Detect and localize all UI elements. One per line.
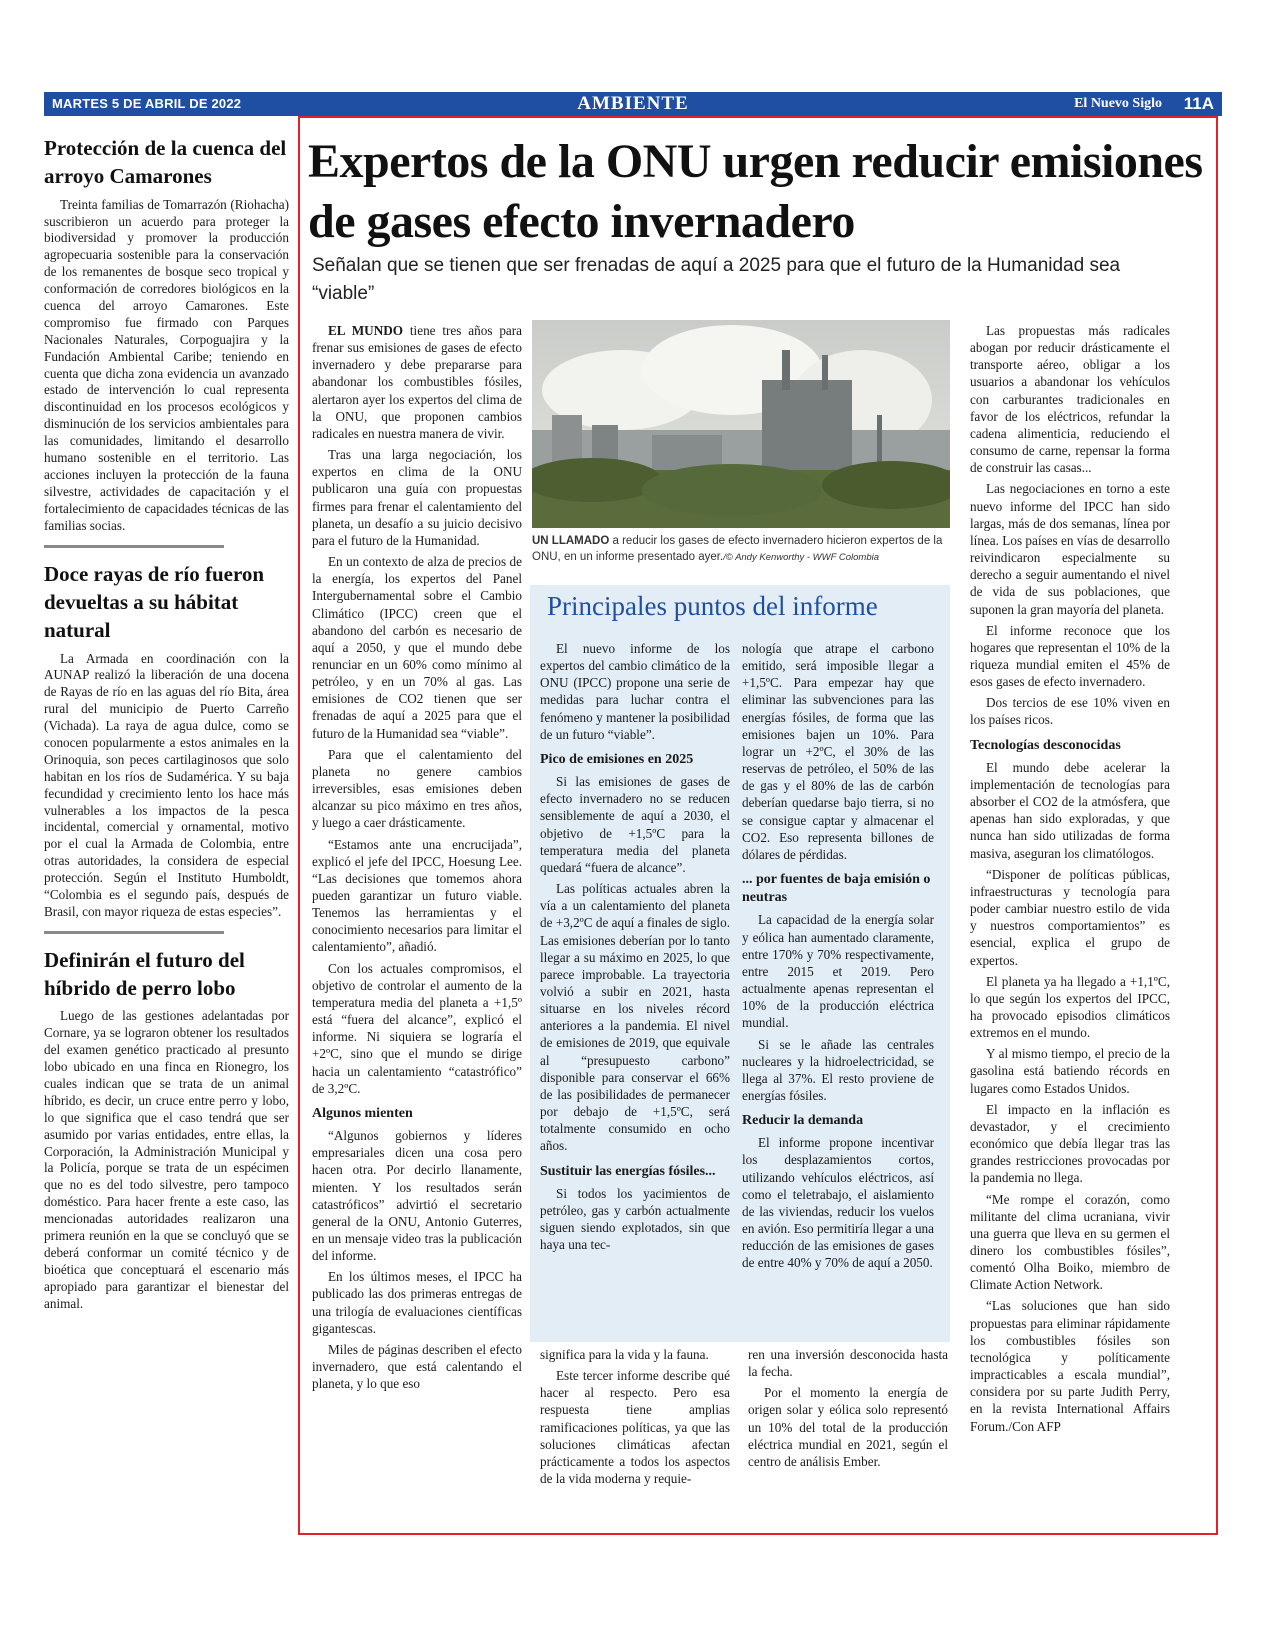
photo-credit: /© Andy Kenworthy - WWF Colombia — [723, 551, 880, 563]
subheading: Tecnologías desconocidas — [970, 737, 1121, 753]
info-box-column-2 — [742, 640, 934, 1276]
info-box-column-1 — [540, 640, 730, 1257]
paragraph: Si todos los yacimientos de petróleo, gas y carbón actualmente siguen siendo explotados, sin que haya una tec- — [540, 1185, 730, 1253]
paragraph: El planeta ya ha llegado a +1,1ºC, lo que según los expertos del IPCC, ha provocado episodios climáticos extremos en el mundo. — [970, 973, 1170, 1041]
info-box-title: Principales puntos del informe — [547, 591, 878, 621]
paragraph: En un contexto de alza de precios de la energía, los expertos del Panel Intergubernamental sobre el Cambio Climático (IPCC) creen que el abandono del carbón es necesario de aquí a 2050, y que el mundo debe renunciar en un 60% como mínimo al petróleo, y en un 70% al gas. Las emisiones de CO2 tienen que ser frenadas de aquí a 2025 para que el futuro de la Humanidad sea “viable”. — [312, 554, 522, 741]
factory-photo — [532, 320, 950, 528]
paragraph: El impacto en la inflación es devastador, y el crecimiento económico que debía llegar tras las grandes restricciones provocadas por la pandemia no llega. — [970, 1101, 1170, 1186]
article-column-1 — [312, 322, 522, 1396]
paragraph: “Disponer de políticas públicas, infraestructuras y tecnología para poder cambiar nuestro estilo de vida y nuestros comportamientos” es esencial, explica el grupo de expertos. — [970, 866, 1170, 968]
caption-text: a reducir los gases de efecto invernadero hicieron expertos de la ONU, en un informe presentado ayer. — [532, 535, 943, 563]
paragraph: Por el momento la energía de origen solar y eólica solo representó un 10% del total de la producción eléctrica mundial en 2021, según el centro de análisis Ember. — [748, 1385, 948, 1469]
subheading: ... por fuentes de baja emisión o neutras — [742, 872, 931, 906]
paragraph: ren una inversión desconocida hasta la fecha. — [748, 1347, 948, 1380]
paragraph: nología que atrape el carbono emitido, será imposible llegar a +1,5ºC. Para empezar hay que eliminar las subvenciones para las energías fósiles, de forma que las emisiones bajen un 10%. Para lograr un +2ºC, el 30% de las reservas de petróleo, el 50% de las de gas y el 80% de las de carbón deberían quedarse bajo tierra, si no se consigue captar y almacenar el CO2. Eso representa billones de dólares de pérdidas. — [742, 641, 934, 862]
brief-text: La Armada en coordinación con la AUNAP realizó la liberación de una docena de Rayas de río en las aguas del río Bita, área rural del municipio de Puerto Carreño (Vichada). La raya de agua dulce, como se conocen popularmente a estos animales en la Orinoquia, son peces cartilaginosos que solo habitan en los ríos de Sudamérica. Y su baja fecundidad y crecimiento lento los hace más vulnerables a los impactos de la pesca incidental, comercial y ornamental, motivo por el cual la Armada de Colombia, entre otras autoridades, la considera de especial protección. Según el Instituto Humboldt, “Colombia es el segundo país, después de Brasil, con mayor riqueza de estas especies”. — [44, 650, 289, 919]
article-deck: Señalan que se tienen que ser frenadas de aquí a 2025 para que el futuro de la Humanidad sea “viable” — [312, 255, 1121, 304]
paragraph — [312, 322, 522, 442]
subheading: Sustituir las energías fósiles... — [540, 1163, 716, 1179]
newspaper-name: El Nuevo Siglo — [1074, 96, 1162, 111]
brief-title: Doce rayas de río fueron devueltas a su hábitat natural — [44, 561, 265, 643]
section-name: AMBIENTE — [577, 93, 689, 114]
paragraph: Si las emisiones de gases de efecto invernadero no se reducen sensiblemente de aquí a 2030, el objetivo de +1,5ºC para la temperatura media del planeta quedará “fuera de alcance”. — [540, 774, 730, 875]
paragraph: Si se le añade las centrales nucleares y la hidroelectricidad, se llega al 37%. El resto proviene de energías fósiles. — [742, 1036, 934, 1103]
brief-title: Definirán el futuro del híbrido de perro lobo — [44, 947, 245, 1001]
article-column-3-bottom — [748, 1346, 948, 1474]
lead-word: EL MUNDO — [328, 323, 404, 338]
paragraph: El mundo debe acelerar la implementación de tecnologías para absorber el CO2 de la atmósfera, que apenas han sido exploradas, y que nunca han sido utilizadas de forma masiva, aseguran los climatólogos. — [970, 759, 1170, 861]
paragraph: Este tercer informe describe qué hacer al respecto. Pero esa respuesta tiene amplias ramificaciones políticas, ya que las soluciones climáticas afectan prácticamente a todos los aspectos de la vida moderna y requie- — [540, 1368, 730, 1487]
paragraph: Miles de páginas describen el efecto invernadero, que está calentando el planeta, y lo que eso — [312, 1341, 522, 1392]
paragraph: El informe reconoce que los hogares que representan el 10% de la riqueza mundial emiten el 45% de esos gases de efecto invernadero. — [970, 622, 1170, 690]
paragraph: “Las soluciones que han sido propuestas para eliminar rápidamente los combustibles fósiles son tecnológica y políticamente impracticables a escala mundial”, considera por su parte Judith Perry, en la revista International Affairs Forum./Con AFP — [970, 1298, 1170, 1434]
paragraph: Y al mismo tiempo, el precio de la gasolina está batiendo récords en lugares como Estados Unidos. — [970, 1046, 1170, 1096]
paragraph: Para que el calentamiento del planeta no genere cambios irreversibles, esas emisiones deben alcanzar su pico máximo en tres años, y luego a caer drásticamente. — [312, 746, 522, 831]
brief-text: Luego de las gestiones adelantadas por Cornare, ya se lograron obtener los resultados del examen genético practicado al presunto lobo ubicado en una finca en Rionegro, los cuales indican que se trata de un animal híbrido, es decir, un cruce entre perro y lobo, lo que significa que el caso tendrá que ser asumido por varias entidades, entre ellas, la Corporación, la Administración Municipal y la Policía, porque se trata de un espécimen que no es del todo silvestre, pero tampoco doméstico. Para hacer frente a este caso, las mencionadas autoridades realizaron una primera reunión en la que se concluyó que se deberá conformar un comité técnico y de bioética que conceptuará el escenario más apropiado para garantizar el bienestar del animal. — [44, 1008, 289, 1311]
sidebar-briefs — [44, 134, 289, 1313]
paragraph: significa para la vida y la fauna. — [540, 1347, 709, 1362]
issue-date: MARTES 5 DE ABRIL DE 2022 — [52, 96, 242, 111]
article-headline: Expertos de la ONU urgen reducir emisiones de gases efecto invernadero — [308, 135, 1203, 248]
factory-smoke-image — [532, 320, 950, 528]
brief-title: Protección de la cuenca del arroyo Camarones — [44, 136, 287, 189]
top-bar — [44, 92, 1222, 116]
paragraph: La capacidad de la energía solar y eólica han aumentado claramente, entre 170% y 70% respectivamente, entre 2015 et 2019. Pero actualmente apenas representan el 10% de la producción eléctrica mundial. — [742, 912, 934, 1031]
caption-lead: UN LLAMADO — [532, 535, 610, 547]
paragraph: El informe propone incentivar los desplazamientos cortos, utilizando vehículos eléctricos, así como el teletrabajo, el aislamiento de las viviendas, reducir los vuelos en avión. Eso permitiría llegar a una reducción de las emisiones de gases de entre 40% y 70% de aquí a 2050. — [742, 1135, 934, 1271]
divider — [44, 931, 224, 934]
article-column-2-bottom — [540, 1346, 730, 1491]
divider — [44, 545, 224, 548]
paragraph: “Me rompe el corazón, como militante del clima ucraniana, vivir una guerra que lleva en su germen el dinero los combustibles fósiles”, comentó Olha Boiko, miembro de Climate Action Network. — [970, 1191, 1170, 1293]
paragraph: Las políticas actuales abren la vía a un calentamiento del planeta de +3,2ºC de aquí a finales de siglo. Las emisiones deberían por lo tanto llegar a su máximo en 2025, lo que parece improbable. La trayectoria volvió a subir en 2021, hasta situarse en los niveles récord anteriores a la pandemia. El nivel de emisiones de 2019, que equivale al “presupuesto carbono” disponible para conservar el 66% de las posibilidades de permanecer por debajo de +1,5ºC, será totalmente consumido en ocho años. — [540, 881, 730, 1154]
subheading: Pico de emisiones en 2025 — [540, 751, 694, 767]
paragraph: En los últimos meses, el IPCC ha publicado las dos primeras entregas de una trilogía de evaluaciones científicas gigantescas. — [312, 1269, 522, 1336]
paragraph: Tras una larga negociación, los expertos en clima de la ONU publicaron una guía con propuestas firmes para frenar el calentamiento del planeta, un desafío a su juicio decisivo para el futuro de la Humanidad. — [312, 447, 522, 548]
paragraph: El nuevo informe de los expertos del cambio climático de la ONU (IPCC) propone una serie de medidas para luchar contra el fenómeno y mantener la posibilidad de un futuro “viable”. — [540, 641, 730, 742]
paragraph: Las propuestas más radicales abogan por reducir drásticamente el transporte aéreo, obligar a los usuarios a abandonar los vehículos con carburantes tradicionales en favor de los eléctricos, refundar la cadena alimenticia, reduciendo el consumo de carne, repensar la forma de construir las casas... — [970, 323, 1170, 476]
paragraph-text: tiene tres años para frenar sus emisiones de gases de efecto invernadero y debe prepararse para abandonar los combustibles fósiles, alertaron ayer los expertos del clima de la ONU, que proponen cambios radicales en nuestra manera de vivir. — [312, 323, 523, 441]
paragraph: Con los actuales compromisos, el objetivo de controlar el aumento de la temperatura media del planeta a +1,5º está “fuera del alcance”, explicó el informe. Ni siquiera se lograría el +2ºC, sino que el mundo se dirige hacia un calentamiento “catastrófico” de 3,2ºC. — [312, 960, 522, 1096]
paragraph: Dos tercios de ese 10% viven en los países ricos. — [970, 695, 1170, 728]
subheading: Reducir la demanda — [742, 1113, 864, 1129]
brief-text: Treinta familias de Tomarrazón (Riohacha) suscribieron un acuerdo para proteger la biodiversidad y promover la producción agropecuaria sostenible para la conservación de los remanentes de bosque seco tropical y conformación de corredores biológicos en la cuenca del arroyo Camarones. Este compromiso fue firmado con Parques Nacionales Naturales, Corpoguajira y la Fundación Ambiental Caribe; teniendo en cuenta que dicha zona evidencia un avanzado estado de intervención lo cual representa discontinuidad en los procesos ecológicos y disminución de los servicios ambientales para las comunidades, limitando el desarrollo humano sostenible en el territorio. Las acciones incluyen la protección de la fauna silvestre, actividades de capacitación y el fortalecimiento de capacidades técnicas de las familias socias. — [44, 196, 289, 533]
article-column-4 — [970, 322, 1170, 1439]
paragraph: “Algunos gobiernos y líderes empresariales dicen una cosa pero hacen otra. Por decirlo llanamente, mienten. Y los resultados serán catastróficos” advirtió el secretario general de la ONU, Antonio Guterres, en un mensaje video tras la publicación del informe. — [312, 1128, 522, 1264]
page-number: 11A — [1183, 94, 1214, 113]
paragraph: Las negociaciones en torno a este nuevo informe del IPCC han sido largas, más de dos semanas, línea por línea. Los países en vías de desarrollo reivindicaron especialmente su derecho a seguir aumentando el nivel de vida de sus poblaciones, que suponen la gran mayoría del planeta. — [970, 481, 1170, 617]
subheading: Algunos mienten — [312, 1105, 413, 1121]
paragraph: “Estamos ante una encrucijada”, explicó el jefe del IPCC, Hoesung Lee. “Las decisiones que tomemos ahora pueden garantizar un futuro viable. Tenemos las herramientas y el conocimiento necesarios para limitar el calentamiento”, añadió. — [312, 836, 522, 955]
photo-caption — [532, 534, 950, 565]
